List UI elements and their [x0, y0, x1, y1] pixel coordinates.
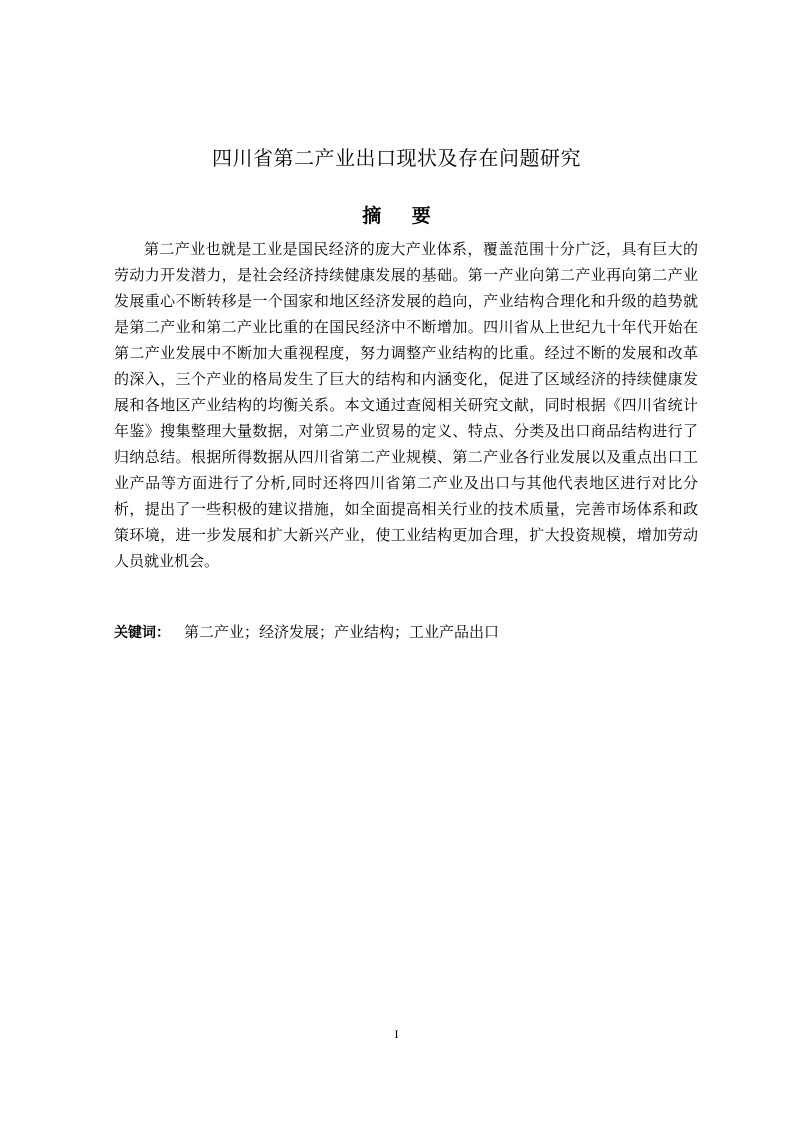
- keywords-label: 关键词：: [114, 625, 170, 641]
- abstract-heading: 摘 要: [362, 205, 443, 227]
- abstract-body: 第二产业也就是工业是国民经济的庞大产业体系，覆盖范围十分广泛，具有巨大的劳动力开发潜力，是社会经济持续健康发展的基础。第一产业向第二产业再向第二产业发展重心不断转移是一个国家和地区经济发展的趋向，产业结构合理化和升级的趋势就是第二产业和第二产业比重的在国民经济中不断增加。四川省从上世纪九十年代开始在第二产业发展中不断加大重视程度，努力调整产业结构的比重。经过不断的发展和改革的深入，三个产业的格局发生了巨大的结构和内涵变化，促进了区域经济的持续健康发展和各地区产业结构的均衡关系。本文通过查阅相关研究文献，同时根据《四川省统计年鉴》搜集整理大量数据，对第二产业贸易的定义、特点、分类及出口商品结构进行了归纳总结。根据所得数据从四川省第二产业规模、第二产业各行业发展以及重点出口工业产品等方面进行了分析,同时还将四川省第二产业及出口与其他代表地区进行对比分析，提出了一些积极的建议措施，如全面提高相关行业的技术质量，完善市场体系和政策环境，进一步发展和扩大新兴产业，使工业结构更加合理，扩大投资规模，增加劳动人员就业机会。: [114, 240, 698, 570]
- keywords-text: 第二产业；经济发展；产业结构；工业产品出口: [184, 623, 500, 641]
- document-title: 四川省第二产业出口现状及存在问题研究: [212, 146, 581, 170]
- page-number: I: [394, 1027, 399, 1041]
- keywords-line: [114, 619, 698, 646]
